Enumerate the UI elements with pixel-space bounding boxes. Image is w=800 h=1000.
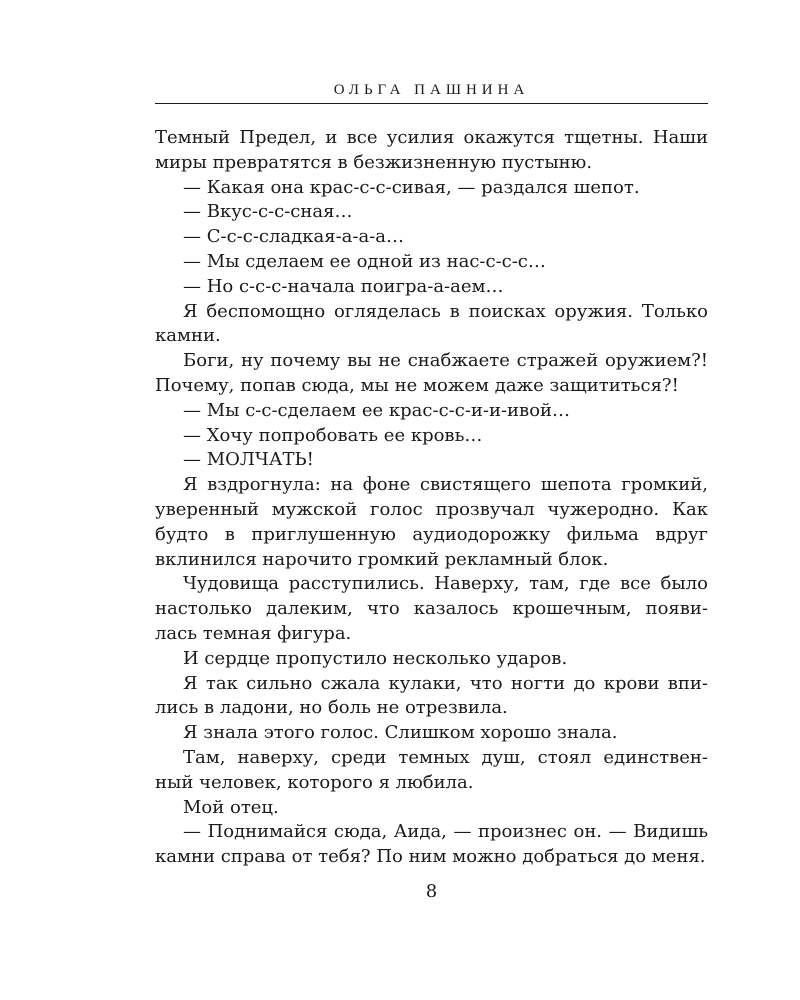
text-line: лась темная фигура. (155, 622, 352, 644)
text-line: камни. (155, 325, 221, 347)
text-line: — Мы сделаем ее одной из нас-с-с-с… (183, 250, 546, 272)
text-line: Там, наверху, среди темных душ, стоял единствен- (183, 746, 708, 768)
header-rule (155, 103, 708, 104)
body-text (155, 126, 708, 870)
text-line: — Поднимайся сюда, Аида, — произнес он. — Видишь (183, 821, 708, 843)
text-line: — Хочу попробовать ее кровь… (183, 424, 483, 446)
text-line: Я знала этого голос. Слишком хорошо знала. (183, 722, 618, 744)
text-line: — Мы с-с-сделаем ее крас-с-с-и-и-ивой… (183, 399, 571, 421)
text-line: Почему, попав сюда, мы не можем даже защититься?! (155, 374, 679, 396)
text-line: Я вздрогнула: на фоне свистящего шепота громкий, (183, 474, 708, 496)
text-line: Я так сильно сжала кулаки, что ногти до крови впи- (183, 672, 708, 694)
text-line: Боги, ну почему вы не снабжаете стражей оружием?! (183, 350, 708, 372)
text-line: настолько далеким, что казалось крошечным, появи- (155, 598, 708, 620)
text-line: — Но с-с-с-начала поигра-а-аем… (183, 275, 504, 297)
text-line: И сердце пропустило несколько ударов. (183, 647, 568, 669)
text-line: камни справа от тебя? По ним можно добраться до меня. (155, 846, 706, 868)
text-line: Я беспомощно огляделась в поисках оружия. Только (183, 300, 708, 322)
running-header-author: ОЛЬГА ПАШНИНА (333, 82, 530, 98)
text-line: — Какая она крас-с-с-сивая, — раздался шепот. (183, 176, 640, 198)
text-line: уверенный мужской голос прозвучал чужеродно. Как (155, 498, 708, 520)
text-line: Мой отец. (183, 796, 279, 818)
text-line: — Вкус-с-с-сная… (183, 201, 353, 223)
text-line: вклинился нарочито громкий рекламный блок. (155, 548, 609, 570)
text-line: лись в ладони, но боль не отрезвила. (155, 697, 508, 719)
text-line: ный человек, которого я любила. (155, 771, 474, 793)
page-number: 8 (425, 881, 438, 902)
text-line: миры превратятся в безжизненную пустыню. (155, 151, 593, 173)
text-line: — С-с-с-сладкая-а-а-а… (183, 226, 405, 248)
text-line: Темный Предел, и все усилия окажутся тщетны. Наши (155, 127, 708, 148)
text-line: — МОЛЧАТЬ! (183, 449, 314, 471)
text-line: Чудовища расступились. Наверху, там, где все было (183, 573, 708, 595)
text-line: будто в приглушенную аудиодорожку фильма вдруг (155, 523, 708, 545)
